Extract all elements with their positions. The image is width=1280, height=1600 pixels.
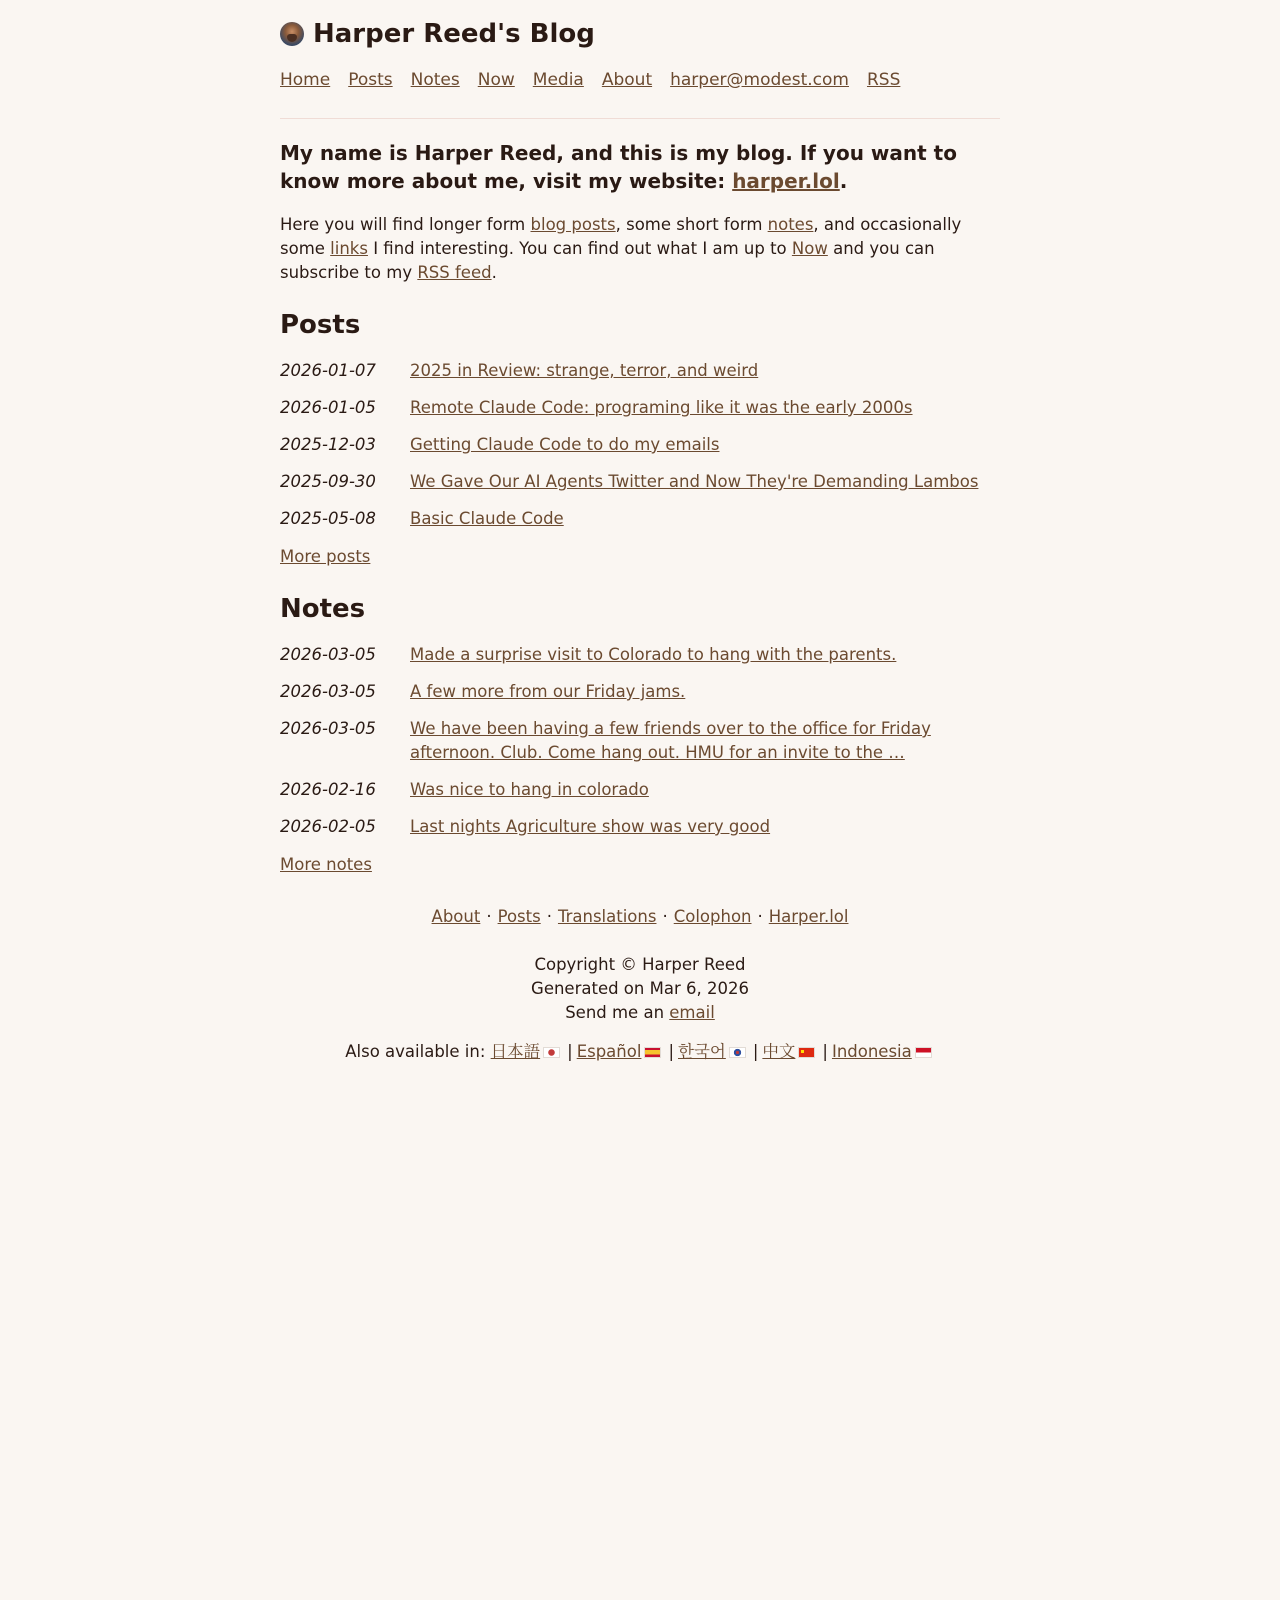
more-notes-link[interactable]: More notes — [280, 855, 372, 874]
lang-separator: | — [567, 1042, 573, 1061]
footer-separator: · — [486, 907, 492, 926]
footer-separator: · — [662, 907, 668, 926]
lang-spanish-link[interactable] — [577, 1042, 665, 1061]
languages-label: Also available in: — [345, 1042, 491, 1061]
post-link[interactable]: Getting Claude Code to do my emails — [410, 435, 720, 454]
post-date: 2025-09-30 — [280, 472, 376, 491]
desc-text-2: , some short form — [615, 215, 768, 234]
note-row — [280, 815, 1000, 839]
notes-heading: Notes — [280, 594, 366, 624]
send-email-text: Send me an — [565, 1003, 670, 1022]
lang-spanish-label: Español — [576, 1042, 642, 1061]
copyright-block — [280, 953, 1000, 1025]
intro-text: My name is Harper Reed, and this is my blog. If you want to know more about me, visit my website: — [280, 141, 957, 193]
note-row — [280, 717, 1000, 765]
footer-separator: · — [546, 907, 552, 926]
note-link[interactable]: Last nights Agriculture show was very good — [410, 817, 771, 836]
nav-media[interactable]: Media — [532, 70, 584, 90]
lang-chinese-link[interactable] — [762, 1042, 818, 1061]
lang-indonesian-label: Indonesia — [831, 1042, 912, 1061]
main-nav — [280, 68, 1000, 92]
language-links — [280, 1040, 1000, 1064]
post-date: 2025-12-03 — [280, 435, 376, 454]
intro-heading — [280, 139, 1000, 195]
nav-now[interactable]: Now — [477, 70, 515, 90]
note-link[interactable]: Made a surprise visit to Colorado to hang with the parents. — [410, 645, 897, 664]
desc-text-5: and you can subscribe to my — [280, 239, 935, 282]
note-date: 2026-02-16 — [280, 780, 376, 799]
avatar — [280, 22, 304, 46]
more-posts-link[interactable]: More posts — [280, 547, 371, 566]
post-date: 2026-01-07 — [280, 361, 376, 380]
lang-korean-link[interactable] — [678, 1042, 749, 1061]
post-link[interactable]: We Gave Our AI Agents Twitter and Now They're Demanding Lambos — [410, 472, 979, 491]
note-date: 2026-02-05 — [280, 817, 376, 836]
page-container — [280, 0, 1000, 1064]
footer-harperlol-link[interactable]: Harper.lol — [768, 907, 849, 926]
notes-list — [280, 643, 1000, 839]
post-row — [280, 396, 1000, 420]
notes-link[interactable]: notes — [767, 215, 814, 234]
nav-rss[interactable]: RSS — [866, 70, 901, 90]
links-link[interactable]: links — [330, 239, 368, 258]
posts-list — [280, 359, 1000, 531]
note-link[interactable]: We have been having a few friends over to the office for Friday afternoon. Club. Come hang out. HMU for an invite to the … — [410, 719, 931, 762]
post-row — [280, 507, 1000, 531]
website-link[interactable]: harper.lol — [732, 169, 840, 193]
lang-separator: | — [668, 1042, 674, 1061]
rss-feed-link[interactable]: RSS feed — [417, 263, 492, 282]
note-date: 2026-03-05 — [280, 645, 376, 664]
copyright-text: Copyright © Harper Reed — [534, 955, 746, 974]
post-link[interactable]: Basic Claude Code — [410, 509, 564, 528]
header-divider — [280, 118, 1000, 119]
note-row — [280, 680, 1000, 704]
lang-chinese-label: 中文 — [762, 1042, 796, 1061]
lang-indonesian-link[interactable] — [832, 1042, 935, 1061]
footer-separator: · — [757, 907, 763, 926]
email-link[interactable]: email — [669, 1003, 715, 1022]
spain-flag-icon — [644, 1047, 661, 1058]
intro-end: . — [839, 169, 848, 193]
korea-flag-icon — [729, 1047, 746, 1058]
post-date: 2025-05-08 — [280, 509, 376, 528]
nav-notes[interactable]: Notes — [410, 70, 460, 90]
post-link[interactable]: 2025 in Review: strange, terror, and weird — [410, 361, 759, 380]
footer-links — [280, 905, 1000, 929]
post-row — [280, 433, 1000, 457]
note-row — [280, 643, 1000, 667]
footer-colophon-link[interactable]: Colophon — [673, 907, 752, 926]
china-flag-icon — [798, 1047, 815, 1058]
note-link[interactable]: Was nice to hang in colorado — [410, 780, 649, 799]
lang-korean-label: 한국어 — [678, 1042, 726, 1061]
note-date: 2026-03-05 — [280, 719, 376, 738]
send-email-line — [280, 1001, 1000, 1025]
footer-posts-link[interactable]: Posts — [497, 907, 541, 926]
footer-translations-link[interactable]: Translations — [557, 907, 657, 926]
lang-separator: | — [752, 1042, 759, 1061]
desc-text-6: . — [491, 263, 497, 282]
now-link[interactable]: Now — [791, 239, 828, 258]
note-date: 2026-03-05 — [280, 682, 376, 701]
post-row — [280, 359, 1000, 383]
post-row — [280, 470, 1000, 494]
intro-description — [280, 213, 1000, 285]
lang-japanese-label: 日本語 — [490, 1042, 541, 1061]
desc-text-3: , and occasionally some — [280, 215, 962, 258]
lang-separator: | — [822, 1042, 828, 1061]
note-row — [280, 778, 1000, 802]
site-footer — [280, 905, 1000, 1064]
nav-email[interactable]: harper@modest.com — [670, 70, 849, 90]
nav-about[interactable]: About — [601, 70, 653, 90]
indonesia-flag-icon — [915, 1047, 932, 1058]
note-link[interactable]: A few more from our Friday jams. — [410, 682, 686, 701]
posts-heading: Posts — [280, 310, 361, 340]
japan-flag-icon — [543, 1047, 560, 1058]
desc-text-4: I find interesting. You can find out what I am up to — [367, 239, 792, 258]
footer-about-link[interactable]: About — [431, 907, 481, 926]
generated-date: Generated on Mar 6, 2026 — [531, 979, 749, 998]
site-title: Harper Reed's Blog — [313, 19, 595, 49]
lang-japanese-link[interactable] — [491, 1042, 564, 1061]
nav-home[interactable]: Home — [280, 70, 331, 90]
nav-posts[interactable]: Posts — [348, 70, 393, 90]
desc-text-1: Here you will find longer form — [280, 215, 531, 234]
post-date: 2026-01-05 — [280, 398, 376, 417]
site-header — [280, 18, 1000, 50]
post-link[interactable]: Remote Claude Code: programing like it was the early 2000s — [410, 398, 913, 417]
blog-posts-link[interactable]: blog posts — [530, 215, 616, 234]
